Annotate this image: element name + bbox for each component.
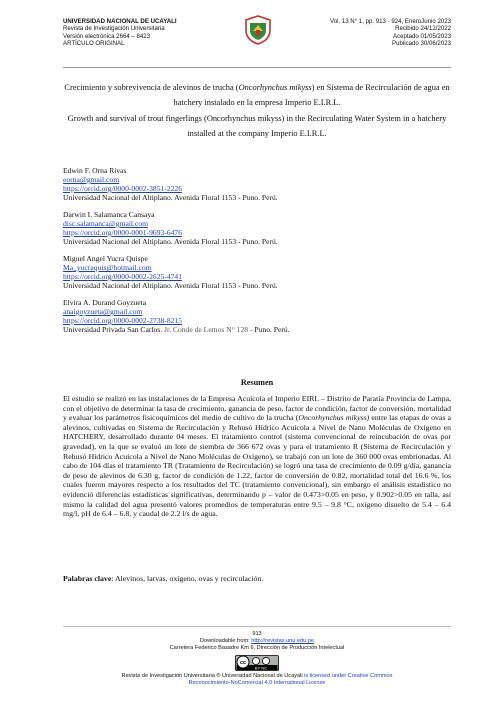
author-email-link[interactable]: disc.salamanca@gmail.com (63, 219, 149, 228)
species-name: Oncorhynchus mikyss (238, 83, 312, 92)
author-affiliation: Universidad Nacional del Altiplano. Avenida Floral 1153 - Puno. Perú. (63, 281, 278, 290)
edition-info: Versión electrónica 2664 – 8423 (63, 32, 151, 40)
university-name: UNIVERSIDAD NACIONAL DE UCAYALI (63, 18, 177, 25)
cc-license-badge[interactable] (63, 655, 451, 671)
author-list (63, 166, 451, 342)
author-orcid-link[interactable]: https://orcid.org/0000-0002-3851-2226 (63, 184, 183, 193)
license-line: Revista de Investigación Universitaria ® Universidad Nacional de Ucayali is licensed under Creative Commos (121, 673, 393, 679)
author-name: Darwin I. Salamanca Cansaya (63, 210, 155, 219)
journal-info (63, 18, 177, 48)
author-email-link[interactable]: Ma_yucraquis@hotmail.com (63, 263, 152, 272)
title-english: Growth and survival of trout fingerlings (Oncorhynchus mikyss) in the Recirculating Water System in a hatchery installed at the company Imperio E.I.R.L. (67, 114, 447, 138)
author-email-link[interactable]: eorna@gmail.com (63, 175, 120, 184)
university-logo-icon (244, 15, 272, 45)
received-date: Recibido 24/12/2022 (395, 25, 451, 33)
author-name: Elvira A. Durand Goyzueta (63, 298, 147, 307)
author-block (63, 166, 451, 202)
author-affiliation: Universidad Nacional del Altiplano. Avenida Floral 1153 - Puno. Perú. (63, 193, 278, 202)
published-date: Publicado 30/06/2023 (392, 40, 451, 48)
abstract-text: El estudio se realizó en las instalaciones de la Empresa Acuícola el Imperio EIRL – Distrito de Paratía Provincia de Lampa, con el objetivo de determinar la tasa de crecimiento, ganancia de peso, factor de condición, factor de conversión, mortalidad y evaluar los parámetros fisicoquímicos del medio de cultivo de la trucha (Oncorhynchus mikyss) entre las etapas de ovas a alevinos, cultivadas en Sistema de Recirculación y Rehusó Hídrico Acuícola a Nivel de Nano Moléculas de Oxígeno en HATCHERY, desarrollado durante 04 meses. El tratamiento control (sistema convencional de reincubación de ovas por gravedad), en la que se evaluó un lote de siembra de 366 672 ovas y para el tratamiento R (Sistema de Recirculación y Rehusó Hídrico Acuícola a Nivel de Nano Moléculas de Oxígeno), se trabajó con un lote de 360 000 ovas embrionadas. Al cabo de 104 días el tratamiento TR (Tratamiento de Recirculación) se logró una tasa de crecimiento de 0.09 g/día, ganancia de peso de alevinos de 6.30 g, factor de condición de 1.22, factor de conversión de 0.82, mortalidad total del 16.6 %, los cuales fueron mayores respecto a los resultados del TC (tratamiento convencional), sin embargo el análisis estadístico no evidenció diferencias estadísticas significativas, determinando p – valor de 0.473>0.05 en peso, y 0.902>0.05 en talla, así mismo la calidad del agua presentó valores promedios de temperaturas entre 9.5 – 9.8 °C, oxígeno disuelto de 5.4 – 6.4 mg/l, pH de 6.4 – 6.8, y caudal de 2.2 l/s de agua. (63, 394, 452, 519)
author-name: Edwin F. Orna Rivas (63, 166, 127, 175)
footer-divider (63, 626, 451, 627)
page-number: 913 (252, 631, 262, 637)
title-spanish: Crecimiento y sobrevivencia de alevinos de trucha (Oncorhynchus mikyss) en Sistema de Recirculación de agua en hatchery instalado en la empresa Imperio E.I.R.L. (64, 83, 450, 107)
species-name: Oncorhynchus mikyss) (298, 413, 370, 423)
author-orcid-link[interactable]: https://orcid.org/0000-0002-2625-4741 (63, 272, 183, 281)
keywords-label: Palabras clave (63, 574, 112, 583)
page-footer (63, 631, 451, 687)
author-name: Miguel Angel Yucra Quispe (63, 254, 148, 263)
abstract-heading: Resumen (240, 378, 274, 387)
license-name-link[interactable]: Reconocimiento-NoComercial 4.0 International License (188, 680, 326, 686)
journal-url-link[interactable]: http://revistas.unu.edu.pe (251, 638, 315, 644)
accepted-date: Aceptado 01/05/2023 (393, 32, 451, 40)
cc-by-nc-icon (235, 655, 279, 671)
author-block (63, 254, 451, 290)
author-orcid-link[interactable]: https://orcid.org/0000-0001-9693-6476 (63, 228, 183, 237)
keywords: Palabras clave: Alevinos, larvas, oxígeno, ovas y recirculación. (63, 574, 264, 583)
publication-info (330, 18, 451, 48)
author-affiliation: Universidad Privada San Carlos. Jr. Conde de Lemos N° 128 - Puno. Perú. (63, 325, 290, 334)
journal-name: Revista de Investigación Universitaria (63, 25, 165, 33)
author-block (63, 210, 451, 246)
volume-info: Vol. 13 N° 1, pp. 913 - 924, EneroJunio 2023 (329, 18, 451, 25)
article-type: ARTÍCULO ORIGINAL (63, 40, 125, 48)
download-line: Downloadable from: http://revistas.unu.edu.pe (199, 638, 315, 644)
cc-badge-label: BY NC (254, 665, 268, 671)
author-email-link[interactable]: anaigoyzueta@gmail.com (63, 307, 143, 316)
author-affiliation: Universidad Nacional del Altiplano. Avenida Floral 1153 - Puno. Perú. (63, 237, 278, 246)
header-divider (63, 67, 451, 68)
author-orcid-link[interactable]: https://orcid.org/0000-0002-2738-8215 (63, 316, 183, 325)
author-block (63, 298, 451, 334)
svg-text:cc: cc (239, 660, 247, 667)
footer-address: Carretera Federico Basadre Km 6, Dirección de Producción Intelectual (169, 645, 345, 651)
